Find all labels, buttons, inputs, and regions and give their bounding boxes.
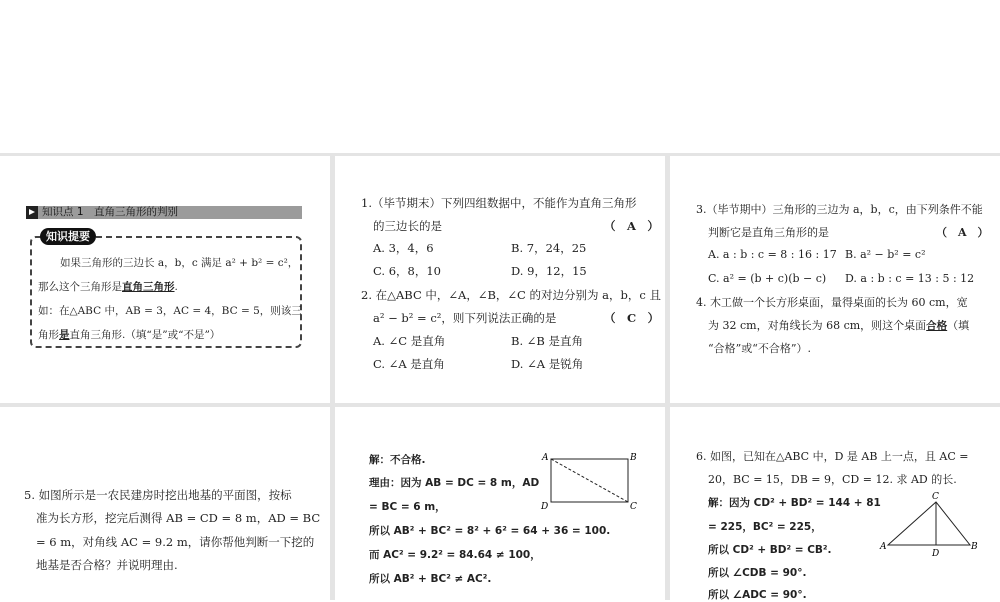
q4-fill-answer: 合格: [926, 320, 948, 332]
q1-option-a: A. 3，4，6: [373, 241, 434, 255]
q2-answer: （ C ）: [604, 311, 660, 325]
q4-line-2-text: 为 32 cm，对角线长为 68 cm，则这个桌面: [708, 319, 927, 332]
triangle-figure: [878, 490, 982, 558]
q5-line-3: = 6 m，对角线 AC = 9.2 m，请你帮他判断一下挖的: [36, 535, 315, 549]
summary-line-2-text: 那么这个三角形是: [38, 281, 122, 293]
knowledge-point-title: 知识点 1 直角三角形的判别: [42, 206, 179, 218]
q1-option-b: B. 7，24，25: [511, 241, 587, 255]
q4-line-1: 4. 木工做一个长方形桌面，量得桌面的长为 60 cm，宽: [696, 296, 968, 309]
q5-solution-line-6: 所以 AB² + BC² ≠ AC².: [369, 573, 492, 585]
summary-line-1: 如果三角形的三边长 a，b，c 满足 a² + b² = c²，: [60, 257, 299, 269]
rectangle-abcd: [551, 459, 628, 502]
summary-line-4-text: 角形: [38, 329, 59, 341]
q6-solution-line-5: 所以 ∠ADC = 90°.: [708, 589, 807, 601]
fig-label-c: C: [630, 502, 637, 512]
q6-line-2: 20，BC = 15，DB = 9，CD = 12. 求 AD 的长.: [708, 473, 957, 486]
q3-line-1: 3.（毕节期中）三角形的三边为 a，b，c，由下列条件不能: [696, 203, 983, 216]
summary-fill-answer-2: 是: [59, 329, 70, 341]
q3-option-d: D. a : b : c = 13 : 5 : 12: [845, 272, 975, 285]
rectangle-figure: [538, 450, 642, 512]
summary-line-4: [38, 328, 220, 342]
diagonal-ac: [551, 459, 628, 502]
q2-option-c: C. ∠A 是直角: [373, 357, 445, 371]
q5-solution-line-5: 而 AC² = 9.2² = 84.64 ≠ 100，: [369, 549, 541, 561]
summary-line-4-end: 直角三角形.（填“是”或“不是”）: [69, 329, 221, 341]
fig6-label-c: C: [932, 492, 939, 502]
q3-answer: （ A ）: [936, 226, 989, 239]
knowledge-summary-badge: 知识提要: [40, 228, 96, 245]
fig6-label-d: D: [932, 549, 940, 558]
q1-option-c: C. 6，8，10: [373, 264, 441, 278]
q6-line-1: 6. 如图，已知在△ABC 中，D 是 AB 上一点，且 AC =: [696, 450, 969, 463]
fig-label-d: D: [541, 502, 549, 512]
triangle-abc: [888, 502, 970, 545]
fig6-label-a: A: [880, 542, 887, 552]
fig6-label-b: B: [971, 542, 978, 552]
q6-solution-line-3: 所以 CD² + BD² = CB².: [708, 544, 832, 556]
fig-label-a: A: [542, 453, 549, 463]
q4-line-3: “合格”或“不合格”）.: [708, 342, 811, 355]
q5-solution-line-4: 所以 AB² + BC² = 8² + 6² = 64 + 36 = 100.: [369, 525, 611, 537]
q6-solution-line-1: 解：因为 CD² + BD² = 144 + 81: [708, 497, 881, 509]
q4-line-2-end: （填: [947, 319, 970, 332]
play-triangle-icon: [26, 206, 38, 219]
summary-line-3: 如：在△ABC 中，AB = 3，AC = 4，BC = 5，则该三: [38, 305, 302, 317]
q5-line-2: 准为长方形，挖完后测得 AB = CD = 8 m，AD = BC: [36, 511, 321, 525]
q1-line-1: 1.（毕节期末）下列四组数据中，不能作为直角三角形: [361, 196, 637, 210]
summary-line-2: [38, 280, 178, 294]
q3-line-2: 判断它是直角三角形的是: [708, 226, 829, 239]
q2-option-b: B. ∠B 是直角: [511, 334, 584, 348]
q2-option-d: D. ∠A 是锐角: [511, 357, 584, 371]
q2-option-a: A. ∠C 是直角: [373, 334, 446, 348]
summary-fill-answer-1: 直角三角形: [122, 281, 175, 293]
q5-solution-line-2: 理由：因为 AB = DC = 8 m，AD: [369, 477, 540, 489]
q1-answer: （ A ）: [604, 219, 659, 233]
q3-option-a: A. a : b : c = 8 : 16 : 17: [708, 248, 837, 261]
q6-solution-line-2: = 225，BC² = 225，: [708, 521, 822, 533]
q2-line-2: a² − b² = c²，则下列说法正确的是: [373, 311, 557, 325]
q6-solution-line-4: 所以 ∠CDB = 90°.: [708, 567, 807, 579]
q5-solution-line-1: 解：不合格.: [369, 454, 426, 466]
q2-line-1: 2. 在△ABC 中，∠A，∠B，∠C 的对边分别为 a，b，c 且: [361, 288, 661, 302]
q5-line-1: 5. 如图所示是一农民建房时挖出地基的平面图，按标: [24, 488, 292, 502]
q3-option-c: C. a² = (b + c)(b − c): [708, 272, 827, 285]
summary-line-2-end: .: [174, 281, 178, 293]
q1-option-d: D. 9，12，15: [511, 264, 587, 278]
q5-line-4: 地基是否合格？并说明理由.: [36, 558, 178, 572]
q1-line-2: 的三边长的是: [373, 219, 442, 233]
q4-line-2: [708, 319, 969, 333]
q5-solution-line-3: = BC = 6 m，: [369, 501, 446, 513]
fig-label-b: B: [630, 453, 637, 463]
q3-option-b: B. a² − b² = c²: [845, 248, 926, 261]
